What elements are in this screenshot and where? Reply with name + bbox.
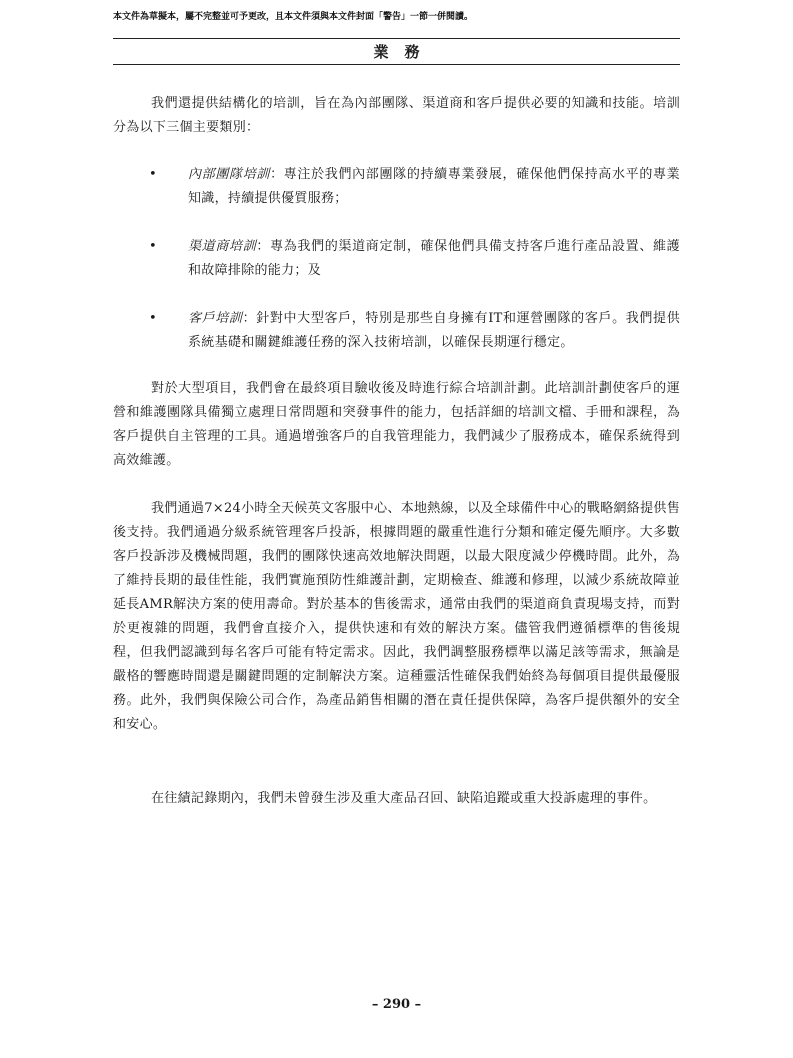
paragraph-large-project-training: 對於大型項目，我們會在最終項目驗收後及時進行綜合培訓計劃。此培訓計劃使客戶的運營和維護團隊具備獨立處理日常問題和突發事件的能力，包括詳細的培訓文檔、手冊和課程，為客戶提供自主管理的工具。通過增強客戶的自我管理能力，我們減少了服務成本，確保系統得到高效維護。 — [113, 381, 680, 468]
bullet-item — [113, 307, 680, 355]
page-number: – 290 – — [371, 997, 422, 1012]
paragraph-track-record: 在往績記錄期內，我們未曾發生涉及重大產品召回、缺陷追蹤或重大投訴處理的事件。 — [151, 791, 657, 806]
bullet-description: ：專為我們的渠道商定制，確保他們具備支持客戶進行產品設置、維護和故障排除的能力；及 — [188, 239, 680, 278]
bullet-title: 渠道商培訓 — [188, 239, 257, 254]
bullet-text — [188, 307, 680, 355]
bullet-item — [113, 235, 680, 283]
bullet-item — [113, 163, 680, 211]
bullet-description: ：專注於我們內部團隊的持續專業發展，確保他們保持高水平的專業知識，持續提供優質服務； — [188, 167, 680, 206]
bullet-title: 內部團隊培訓 — [188, 167, 271, 182]
bullet-text — [188, 235, 680, 283]
bullet-title: 客戶培訓 — [188, 311, 243, 326]
draft-disclaimer: 本文件為草擬本，屬不完整並可予更改，且本文件須與本文件封面「警告」一節一併閱讀。 — [113, 12, 474, 22]
header-rule-top — [113, 38, 680, 39]
bullet-icon: • — [149, 167, 157, 182]
section-title: 業務 — [373, 43, 436, 61]
bullet-icon: • — [149, 239, 157, 254]
header-rule-bottom — [113, 64, 680, 65]
bullet-text — [188, 163, 680, 211]
paragraph-after-sales-support: 我們通過7×24小時全天候英文客服中心、本地熱線，以及全球備件中心的戰略網絡提供售後支持。我們通過分級系統管理客戶投訴，根據問題的嚴重性進行分類和確定優先順序。大多數客戶投訴涉及機械問題，我們的團隊快速高效地解決問題，以最大限度減少停機時間。此外，為了維持長期的最佳性能，我們實施預防性維護計劃，定期檢查、維護和修理，以減少系統故障並延長AMR解決方案的使用壽命。對於基本的售後需求，通常由我們的渠道商負責現場支持，而對於更複雜的問題，我們會直接介入，提供快速和有效的解決方案。儘管我們遵循標準的售後規程，但我們認識到每名客戶可能有特定需求。因此，我們調整服務標準以滿足該等需求，無論是嚴格的響應時間還是關鍵問題的定制解決方案。這種靈活性確保我們始終為每個項目提供最優服務。此外，我們與保險公司合作，為產品銷售相關的潛在責任提供保障，為客戶提供額外的安全和安心。 — [113, 501, 681, 732]
paragraph-training-intro: 我們還提供結構化的培訓，旨在為內部團隊、渠道商和客戶提供必要的知識和技能。培訓分為以下三個主要類別： — [113, 96, 680, 135]
bullet-description: ：針對中大型客戶，特別是那些自身擁有IT和運營團隊的客戶。我們提供系統基礎和關鍵維護任務的深入技術培訓，以確保長期運行穩定。 — [188, 311, 680, 350]
bullet-icon: • — [149, 311, 157, 326]
